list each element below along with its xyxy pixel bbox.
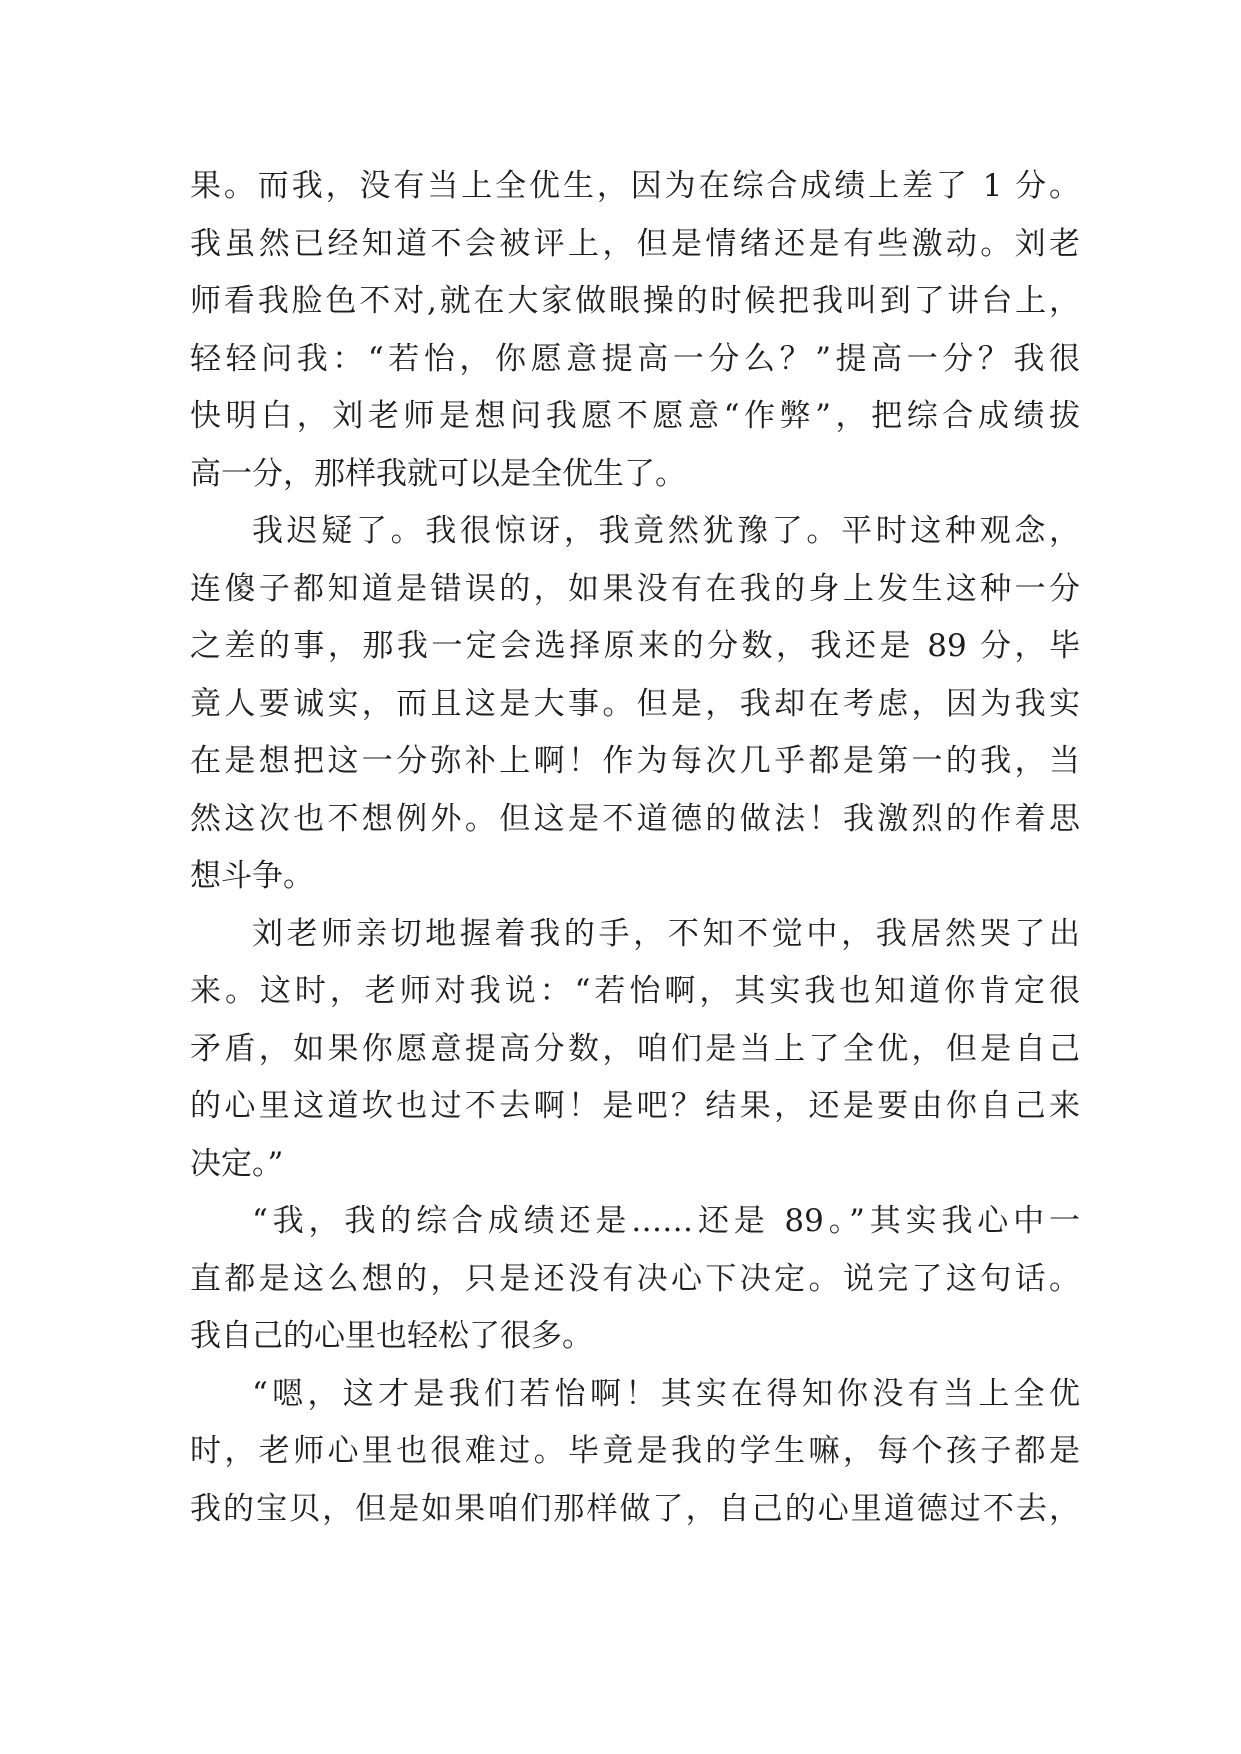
text-line: 师看我脸色不对,就在大家做眼操的时候把我叫到了讲台上， bbox=[190, 283, 1080, 319]
body-text bbox=[190, 158, 1080, 1538]
text-line: 想斗争。 bbox=[190, 858, 314, 894]
text-line: 我虽然已经知道不会被评上，但是情绪还是有些激动。刘老 bbox=[190, 225, 1080, 262]
text-line: 刘老师亲切地握着我的手，不知不觉中，我居然哭了出 bbox=[252, 915, 1080, 952]
text-line: 快明白，刘老师是想问我愿不愿意“作弊”，把综合成绩拔 bbox=[190, 398, 1080, 434]
text-line: “我，我的综合成绩还是……还是 89。”其实我心中一 bbox=[252, 1203, 1080, 1239]
text-line: 来。这时，老师对我说：“若怡啊，其实我也知道你肯定很 bbox=[190, 973, 1080, 1009]
text-line: 我自己的心里也轻松了很多。 bbox=[190, 1318, 593, 1354]
text-line: 然这次也不想例外。但这是不道德的做法！我激烈的作着思 bbox=[190, 800, 1080, 837]
text-line: 的心里这道坎也过不去啊！是吧？结果，还是要由你自己来 bbox=[190, 1088, 1080, 1124]
paragraph-4 bbox=[190, 1193, 1080, 1366]
text-line: 果。而我，没有当上全优生，因为在综合成绩上差了 1 分。 bbox=[190, 168, 1080, 204]
text-line: 在是想把这一分弥补上啊！作为每次几乎都是第一的我，当 bbox=[190, 743, 1080, 779]
text-line: 我迟疑了。我很惊讶，我竟然犹豫了。平时这种观念， bbox=[252, 513, 1080, 549]
text-line: 连傻子都知道是错误的，如果没有在我的身上发生这种一分 bbox=[190, 570, 1080, 607]
text-line: 决定。” bbox=[190, 1145, 284, 1182]
paragraph-5 bbox=[190, 1366, 1080, 1539]
text-line: 高一分，那样我就可以是全优生了。 bbox=[190, 455, 686, 492]
paragraph-1 bbox=[190, 158, 1080, 503]
text-line: “嗯，这才是我们若怡啊！其实在得知你没有当上全优 bbox=[252, 1375, 1080, 1412]
text-line: 轻轻问我：“若怡，你愿意提高一分么？”提高一分？我很 bbox=[190, 340, 1080, 377]
text-line: 矛盾，如果你愿意提高分数，咱们是当上了全优，但是自己 bbox=[190, 1030, 1080, 1067]
text-line: 时，老师心里也很难过。毕竟是我的学生嘛，每个孩子都是 bbox=[190, 1433, 1080, 1469]
text-line: 竟人要诚实，而且这是大事。但是，我却在考虑，因为我实 bbox=[190, 685, 1080, 722]
text-line: 我的宝贝，但是如果咱们那样做了，自己的心里道德过不去， bbox=[190, 1490, 1080, 1527]
paragraph-3 bbox=[190, 906, 1080, 1194]
text-line: 之差的事，那我一定会选择原来的分数，我还是 89 分，毕 bbox=[190, 628, 1080, 664]
text-line: 直都是这么想的，只是还没有决心下决定。说完了这句话。 bbox=[190, 1260, 1080, 1297]
paragraph-2 bbox=[190, 503, 1080, 906]
